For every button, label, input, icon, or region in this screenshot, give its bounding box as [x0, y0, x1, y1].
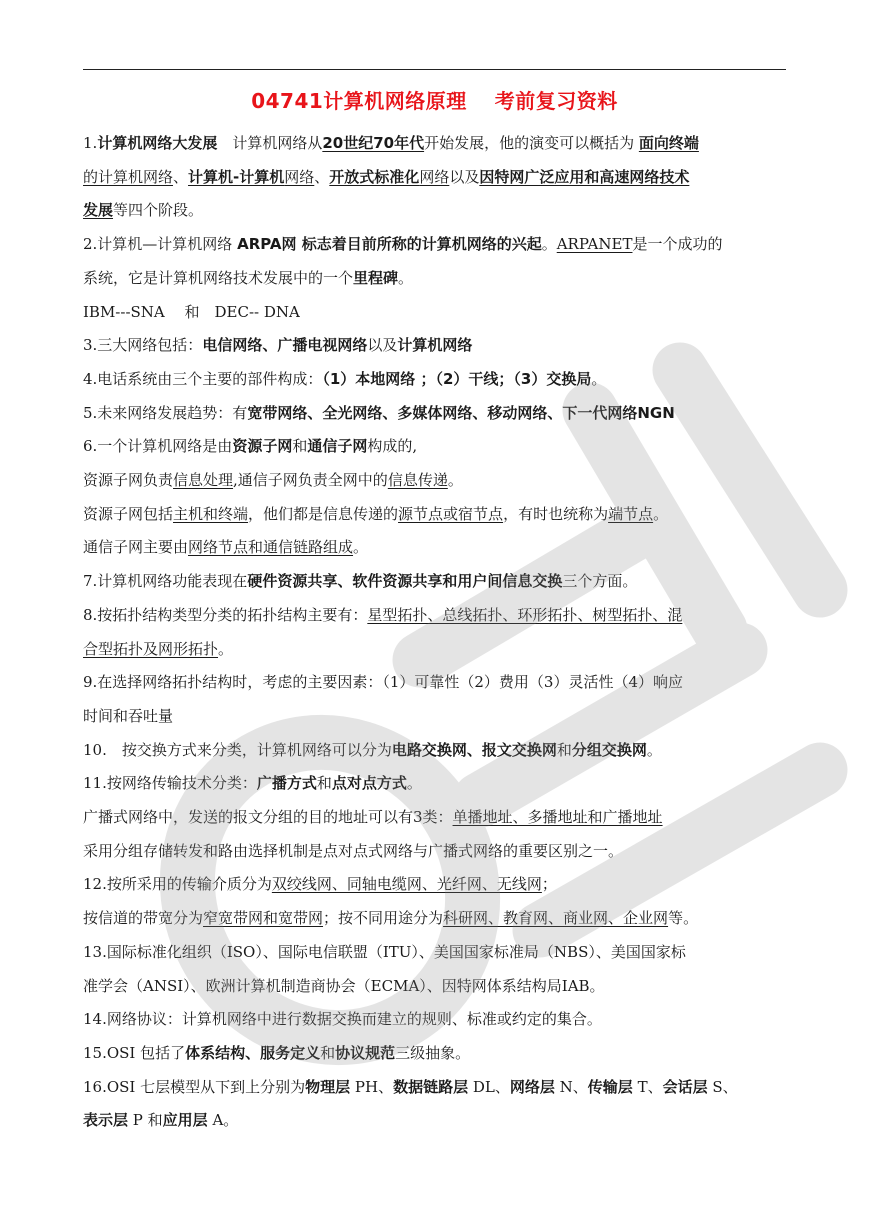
text-run: 系统，它是计算机网络技术发展中的一个	[83, 268, 354, 287]
text-run: 广播式网络中，发送的报文分组的目的地址可以有3类：	[83, 808, 453, 826]
text-run: 网络	[284, 167, 315, 186]
text-line	[83, 160, 787, 194]
text-line	[83, 766, 787, 800]
text-run: 开始发展，他的演变可以概括为	[424, 134, 639, 152]
text-run: 等。	[668, 909, 699, 928]
text-run: ,通信子网负责全网中的	[233, 471, 388, 489]
text-run: 协议规范	[335, 1043, 396, 1062]
text-line	[83, 463, 787, 497]
text-run: P 和	[128, 1111, 163, 1130]
text-line	[83, 632, 787, 666]
text-run: 和	[556, 740, 572, 759]
text-run: 里程碑	[353, 268, 399, 287]
text-run: 、	[314, 167, 330, 186]
text-run: 1.	[83, 134, 98, 152]
text-line	[83, 1036, 787, 1070]
text-run: 应用层	[162, 1111, 208, 1130]
text-run: 按信道的带宽分为	[83, 909, 204, 928]
text-line	[83, 328, 787, 362]
text-run: PH、	[350, 1077, 394, 1096]
text-run: 表示层	[83, 1111, 129, 1130]
text-run: 16.OSI 七层模型从下到上分别为	[83, 1077, 306, 1096]
text-run: 是一个成功的	[632, 235, 723, 254]
text-run: 广播方式	[256, 774, 317, 793]
text-run: 合型拓扑及网形拓扑	[83, 639, 219, 658]
text-run: 。	[398, 268, 414, 287]
text-line	[83, 1002, 787, 1036]
text-run: 物理层	[305, 1077, 351, 1096]
text-run: A。	[207, 1111, 239, 1130]
text-run: 单播地址、多播地址和广播地址	[452, 808, 663, 826]
text-run: 。	[653, 504, 669, 523]
text-line	[83, 295, 787, 329]
text-run: 和	[292, 437, 308, 456]
text-run: 和	[320, 1043, 336, 1062]
text-run: 准学会（ANSI）、欧洲计算机制造商协会（ECMA）、因特网体系结构局IAB。	[83, 976, 605, 995]
text-run: 。	[447, 471, 463, 489]
text-line	[83, 1070, 787, 1104]
text-line	[83, 665, 787, 699]
text-run: ；按不同用途分为	[323, 909, 444, 928]
text-run: 通信子网	[307, 437, 368, 456]
text-line	[83, 935, 787, 969]
text-line	[83, 396, 787, 430]
text-run: 三级抽象。	[395, 1043, 471, 1062]
text-line	[83, 699, 787, 733]
text-run: 科研网、教育网、商业网、企业网	[443, 909, 669, 928]
text-run: 体系结构、服务定义	[185, 1043, 321, 1062]
text-run: N、	[554, 1077, 588, 1096]
text-run: DL、	[468, 1077, 510, 1096]
text-run: 构成的,	[367, 437, 418, 456]
text-run: 通信子网主要由	[83, 538, 189, 557]
text-run: 的计算机网络	[83, 167, 174, 186]
text-run: 3.三大网络包括：	[83, 336, 203, 355]
text-line	[83, 530, 787, 564]
text-run: 会话层	[662, 1077, 708, 1096]
text-run: 等四个阶段。	[113, 201, 204, 220]
text-run: ，有时也统称为	[503, 504, 609, 523]
text-run: 以及	[367, 336, 398, 355]
text-run: 三个方面。	[562, 572, 638, 591]
text-run: 计算机网络	[397, 336, 473, 355]
text-run: 网络节点和通信链路组成	[188, 538, 354, 557]
page-title: 04741计算机网络原理 考前复习资料	[251, 89, 618, 113]
text-run: 。	[218, 639, 234, 658]
text-run: 13.国际标准化组织（ISO）、国际电信联盟（ITU）、美国国家标准局（NBS）、美国国家标	[83, 942, 686, 961]
text-run: 9.在选择网络拓扑结构时，考虑的主要因素：（1）可靠性（2）费用（3）灵活性（4）响应	[83, 673, 683, 692]
text-line	[83, 193, 787, 227]
text-run: 信息处理	[173, 471, 234, 489]
text-run: 20世纪70年代	[322, 134, 425, 152]
text-run: 11.按网络传输技术分类：	[83, 774, 257, 793]
text-line	[83, 598, 787, 632]
text-run: 资源子网包括	[83, 504, 174, 523]
text-run: ARPA网 标志着目前所称的计算机网络的兴起	[237, 235, 542, 254]
text-run: 采用分组存储转发和路由选择机制是点对点式网络与广播式网络的重要区别之一。	[83, 841, 624, 860]
text-run: 7.计算机网络功能表现在	[83, 572, 248, 591]
text-run: 14.网络协议：计算机网络中进行数据交换而建立的规则、标准或约定的集合。	[83, 1010, 602, 1029]
text-run: 传输层	[587, 1077, 633, 1096]
text-run: 网络层	[509, 1077, 555, 1096]
text-line	[83, 1103, 787, 1137]
text-run: 硬件资源共享、软件资源共享和用户间信息交换	[247, 572, 563, 591]
text-run: 计算机网络从	[217, 134, 323, 152]
text-run: 端节点	[608, 504, 654, 523]
text-run: 6.一个计算机网络是由	[83, 437, 233, 456]
text-line	[83, 901, 787, 935]
text-run: 计算机网络大发展	[97, 134, 218, 152]
text-run: （1）本地网络 ；（2）干线；（3）交换局	[322, 369, 592, 388]
text-run: S、	[707, 1077, 738, 1096]
text-line	[83, 362, 787, 396]
text-run: 资源子网负责	[83, 471, 174, 489]
text-run: 宽带网络、全光网络、多媒体网络、移动网络、下一代网络NGN	[247, 403, 675, 422]
text-run: 主机和终端	[173, 504, 249, 523]
text-run: 15.OSI 包括了	[83, 1043, 186, 1062]
text-run: 。	[646, 740, 662, 759]
text-run: 电信网络、广播电视网络	[202, 336, 368, 355]
text-run: 10. 按交换方式来分类，计算机网络可以分为	[83, 740, 392, 759]
header-rule	[83, 69, 786, 70]
text-run: 发展	[83, 201, 114, 220]
text-run: T、	[632, 1077, 663, 1096]
text-run: 数据链路层	[393, 1077, 469, 1096]
text-line	[83, 126, 787, 160]
text-run: ；	[541, 875, 557, 894]
text-run: IBM---SNA 和 DEC-- DNA	[83, 302, 300, 321]
text-run: 源节点或宿节点	[398, 504, 504, 523]
text-run: 点对点方式	[331, 774, 407, 793]
text-run: 5.未来网络发展趋势：有	[83, 403, 248, 422]
text-line	[83, 800, 787, 834]
text-line	[83, 733, 787, 767]
text-line	[83, 564, 787, 598]
text-run: ，他们都是信息传递的	[248, 504, 399, 523]
text-run: 。	[541, 235, 557, 254]
text-run: ARPANET	[556, 235, 633, 254]
text-run: 以及	[449, 167, 480, 186]
text-line	[83, 834, 787, 868]
text-run: 开放式标准化	[329, 167, 420, 186]
text-run: 窄宽带网和宽带网	[203, 909, 324, 928]
text-run: 计算机-计算机	[188, 167, 285, 186]
text-line	[83, 867, 787, 901]
text-run: 双绞线网、同轴电缆网、光纤网、无线网	[271, 875, 542, 894]
text-run: 信息传递	[387, 471, 448, 489]
text-run: 8.按拓扑结构类型分类的拓扑结构主要有：	[83, 605, 368, 624]
text-line	[83, 261, 787, 295]
text-run: 面向终端	[638, 134, 699, 152]
text-line	[83, 429, 787, 463]
text-line	[83, 497, 787, 531]
text-run: 。	[353, 538, 369, 557]
text-run: 和	[316, 774, 332, 793]
text-run: 电路交换网、报文交换网	[391, 740, 557, 759]
text-run: 网络	[419, 167, 450, 186]
text-run: 2.计算机—计算机网络	[83, 235, 238, 254]
text-line	[83, 969, 787, 1003]
text-run: 4.电话系统由三个主要的部件构成：	[83, 369, 323, 388]
text-run: 资源子网	[232, 437, 293, 456]
text-run: 时间和吞吐量	[83, 706, 174, 725]
text-run: 。	[591, 369, 607, 388]
text-run: 星型拓扑、总线拓扑、环形拓扑、树型拓扑、混	[367, 605, 683, 624]
text-line	[83, 227, 787, 261]
text-run: 。	[406, 774, 422, 793]
text-run: 、	[173, 167, 189, 186]
text-run: 分组交换网	[571, 740, 647, 759]
text-run: 12.按所采用的传输介质分为	[83, 875, 272, 894]
text-run: 因特网广泛应用和高速网络技术	[479, 167, 690, 186]
